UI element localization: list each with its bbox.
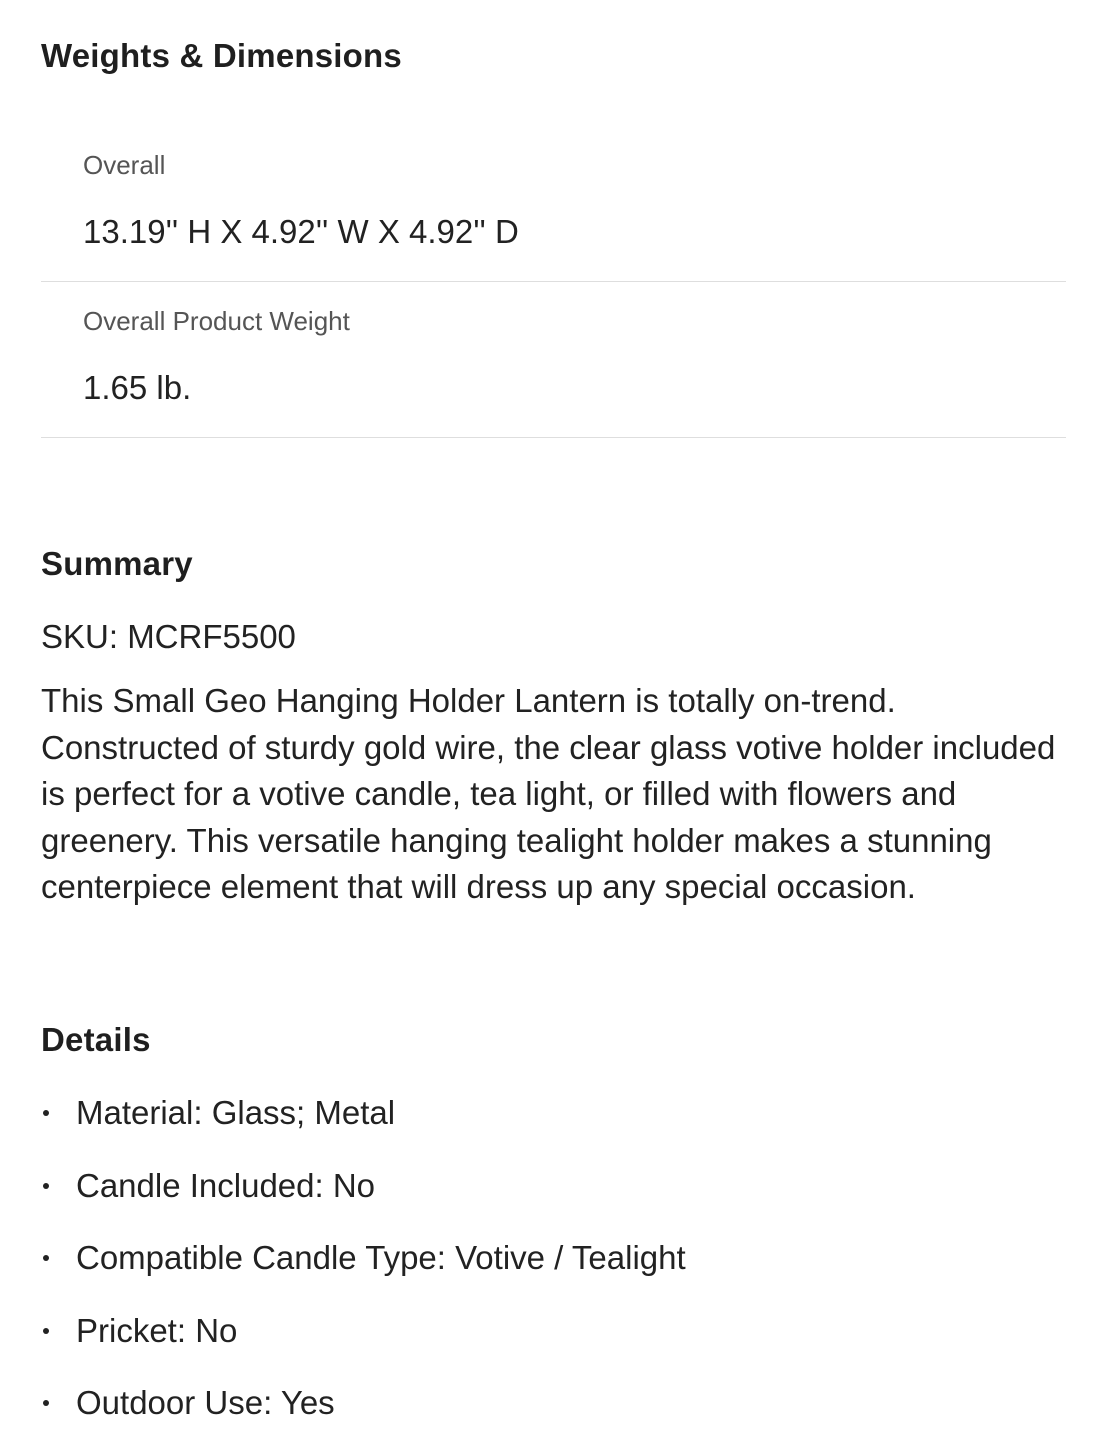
sku-text: SKU: MCRF5500 (41, 618, 296, 655)
bullet-icon (43, 1183, 49, 1189)
weights-dimensions-heading: Weights & Dimensions (41, 37, 402, 74)
dimension-label: Overall (83, 150, 166, 180)
summary-heading: Summary (41, 545, 193, 582)
details-item-text: Candle Included: No (76, 1166, 376, 1204)
details-item-pricket (41, 1308, 1066, 1381)
details-item-text: Compatible Candle Type: Votive / Tealight (76, 1239, 686, 1276)
bullet-icon (43, 1400, 49, 1406)
dimension-row-overall (41, 134, 1066, 282)
details-item-outdoor-use (41, 1380, 1066, 1453)
details-item-text: Pricket: No (76, 1311, 238, 1349)
details-item-text: Material: Glass; Metal (76, 1094, 396, 1131)
bullet-icon (43, 1110, 49, 1116)
details-list (41, 1090, 1066, 1453)
details-item-text: Outdoor Use: Yes (76, 1384, 335, 1421)
bullet-icon (43, 1255, 49, 1261)
details-item-candle-type (41, 1235, 1066, 1308)
dimension-row-weight (41, 290, 1066, 438)
dimension-value: 13.19'' H X 4.92'' W X 4.92'' D (83, 213, 519, 250)
details-item-candle-included (41, 1163, 1066, 1236)
product-description: This Small Geo Hanging Holder Lantern is totally on-trend. Constructed of sturdy gold wire, the clear glass votive holder included is perfect for a votive candle, tea light, or filled with flowers and greenery. This versatile hanging tealight holder makes a stunning centerpiece element that will dress up any special occasion. (41, 682, 1056, 906)
details-item-material (41, 1090, 1066, 1163)
bullet-icon (43, 1328, 49, 1334)
dimension-value: 1.65 lb. (83, 369, 192, 406)
dimension-label: Overall Product Weight (83, 306, 350, 336)
details-heading: Details (41, 1021, 151, 1058)
